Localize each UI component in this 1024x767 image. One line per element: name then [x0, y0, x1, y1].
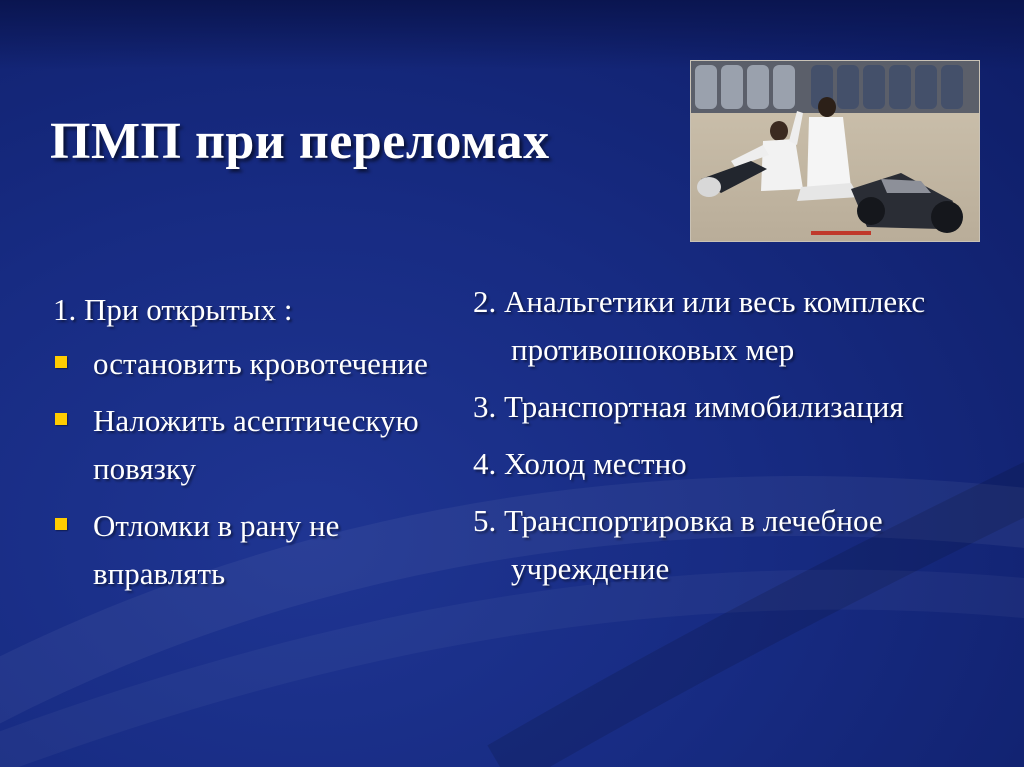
bullet-icon: [55, 413, 67, 425]
list-item-text: Отломки в рану не вправлять: [93, 508, 340, 591]
list-item-text: Наложить асептическую повязку: [93, 403, 419, 486]
list-item-text: остановить кровотечение: [93, 346, 428, 381]
list-item: 3. Транспортная иммобилизация: [473, 389, 904, 424]
list-item: [53, 397, 473, 493]
list-item: 5. Транспортировка в лечебное учреждение: [473, 503, 883, 586]
open-fractures-heading: 1. При открытых :: [53, 292, 293, 327]
list-item: [53, 340, 473, 388]
bullet-icon: [55, 356, 67, 368]
left-column: [53, 286, 473, 607]
photo-illustration: [691, 61, 979, 241]
right-column: [473, 278, 993, 602]
slide-title: ПМП при переломах: [50, 113, 550, 170]
motorcycle-crash-photo: [690, 60, 980, 242]
list-item: 4. Холод местно: [473, 446, 687, 481]
bullet-icon: [55, 518, 67, 530]
list-item: [53, 502, 473, 598]
list-item: 2. Анальгетики или весь комплекс противошоковых мер: [473, 284, 926, 367]
